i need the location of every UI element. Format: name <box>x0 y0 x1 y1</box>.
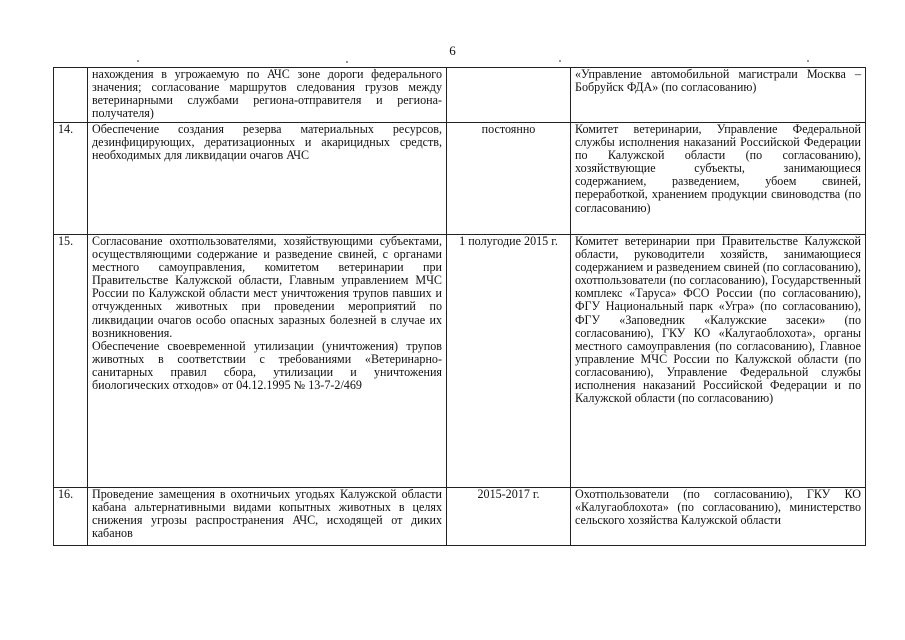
term-cell: 1 полугодие 2015 г. <box>447 235 571 488</box>
task-cell <box>88 68 447 123</box>
task-cell <box>88 123 447 235</box>
page-number: 6 <box>449 43 456 58</box>
table-row <box>54 68 866 123</box>
responsible-cell: Охотпользователи (по согласованию), ГКУ КО «Калугаоблохота» (по согласованию), министерство сельского хозяйства Калужской области <box>571 488 866 546</box>
task-text: Обеспечение своевременной утилизации (уничтожения) трупов животных в соответствии с требованиями «Ветеринарно-санитарных правил сбора, утилизации и уничтожения биологических отходов» от 04.12.1995 № 13-7-2/469 <box>92 338 442 393</box>
table-row <box>54 488 866 546</box>
responsible-cell: «Управление автомобильной магистрали Москва – Бобруйск ФДА» (по согласованию) <box>571 68 866 123</box>
scan-speck <box>559 60 561 62</box>
responsible-cell: Комитет ветеринарии при Правительстве Калужской области, руководители хозяйств, занимающиеся содержанием и разведением свиней (по согласованию), охотпользователи (по согласованию), Государственный комплекс «Таруса» ФСО России (по согласованию), ФГУ Национальный парк «Угра» (по согласованию), ФГУ «Заповедник «Калужские засеки» (по согласованию), ГКУ КО «Калугаоблохота», органы местного самоуправления (по согласованию), Главное управление МЧС России по Калужской области (по согласованию), Управление Федеральной службы исполнения наказаний Российской Федерации и по Калужской области (по согласованию) <box>571 235 866 488</box>
row-number <box>54 68 88 123</box>
row-number: 16. <box>54 488 88 546</box>
term-cell <box>447 68 571 123</box>
row-number: 14. <box>54 123 88 235</box>
table-row <box>54 123 866 235</box>
term-cell: постоянно <box>447 123 571 235</box>
term-cell: 2015-2017 г. <box>447 488 571 546</box>
scan-speck <box>346 61 348 63</box>
row-number: 15. <box>54 235 88 488</box>
task-cell <box>88 235 447 488</box>
responsible-cell: Комитет ветеринарии, Управление Федеральной службы исполнения наказаний Российской Федерации по Калужской области (по согласованию), хозяйствующие субъекты, занимающиеся содержанием, разведением, убоем свиней, переработкой, хранением продукции свиноводства (по согласованию) <box>571 123 866 235</box>
table-row <box>54 235 866 488</box>
task-cell <box>88 488 447 546</box>
task-text: Обеспечение создания резерва материальных ресурсов, дезинфицирующих, дератизационных и акарицидных средств, необходимых для ликвидации очагов АЧС <box>92 122 442 163</box>
measures-table <box>53 67 866 546</box>
task-text: нахождения в угрожаемую по АЧС зоне дороги федерального значения; согласование маршрутов следования грузов между ветеринарными службами региона-отправителя и региона-получателя) <box>92 67 442 121</box>
scan-speck <box>137 60 139 62</box>
task-text: Проведение замещения в охотничьих угодьях Калужской области кабана альтернативными видами копытных животных в целях снижения угрозы распространения АЧС, исходящей от диких кабанов <box>92 487 442 541</box>
task-text: Согласование охотпользователями, хозяйствующими субъектами, осуществляющими содержание и разведение свиней, с органами местного самоуправления, комитетом ветеринарии при Правительстве Калужской области, Главным управлением МЧС России по Калужской области мест уничтожения трупов павших и отчужденных животных при проведении мероприятий по ликвидации очагов особо опасных заразных болезней в случае их возникновения. <box>92 234 442 340</box>
scan-speck <box>807 60 809 62</box>
